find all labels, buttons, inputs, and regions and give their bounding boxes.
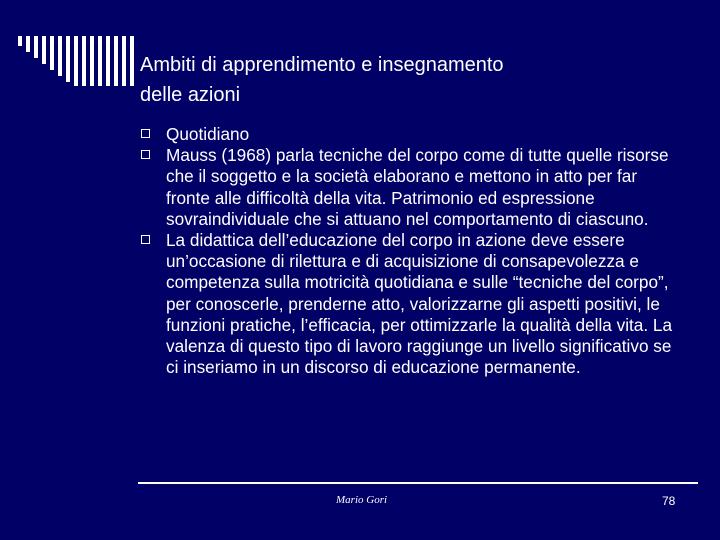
- bullet-list: [140, 124, 685, 378]
- title-line-2: delle azioni: [140, 84, 241, 106]
- bullet-text: Quotidiano: [166, 124, 250, 144]
- footer-divider: [138, 482, 698, 484]
- bullet-text: Mauss (1968) parla tecniche del corpo come di tutte quelle risorse che il soggetto e la società elaborano e mettono in atto per far fronte alle difficoltà della vita. Patrimonio ed espressione sovraindividuale che si attuano nel comportamento di ciascuno.: [166, 145, 669, 229]
- bullet-item: [140, 124, 685, 145]
- slide-title: [140, 50, 660, 110]
- hollow-square-icon: [141, 129, 150, 138]
- page-number: 78: [662, 494, 676, 508]
- decorative-bars: [18, 36, 148, 86]
- hollow-square-icon: [141, 235, 150, 244]
- bullet-item: [140, 230, 685, 378]
- footer-author: Mario Gori: [336, 494, 388, 506]
- bullet-item: [140, 145, 685, 230]
- hollow-square-icon: [141, 150, 150, 159]
- bullet-text: La didattica dell’educazione del corpo in azione deve essere un’occasione di rilettura e di acquisizione di consapevolezza e competenza sulla motricità quotidiana e sulle “tecniche del corpo”, per conoscerle, prenderne atto, valorizzarne gli aspetti positivi, le funzioni pratiche, l’efficacia, per ottimizzarle la qualità della vita. La valenza di questo tipo di lavoro raggiunge un livello significativo se ci inseriamo in un discorso di educazione permanente.: [166, 230, 673, 378]
- title-line-1: Ambiti di apprendimento e insegnamento: [140, 54, 504, 76]
